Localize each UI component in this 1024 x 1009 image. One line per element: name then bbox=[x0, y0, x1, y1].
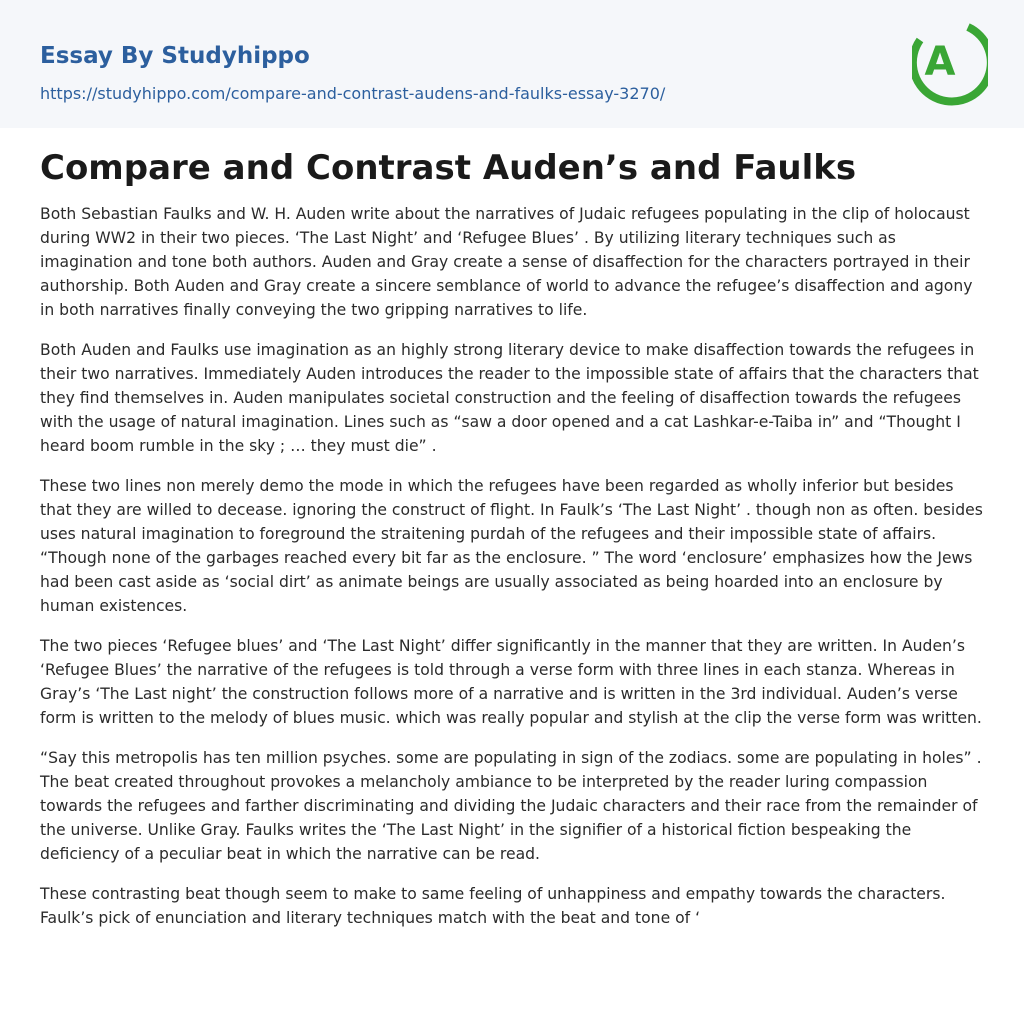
essay-paragraph: “Say this metropolis has ten million psyches. some are populating in sign of the zodiacs. some are populating in holes” . The beat created throughout provokes a melancholy ambiance to be interpreted by the reader luring compassion towards the refugees and farther discriminating and dividing the Judaic characters and their race from the remainder of the universe. Unlike Gray. Faulks writes the ‘The Last Night’ in the signifier of a historical fiction bespeaking the deficiency of a peculiar beat in which the narrative can be read. bbox=[40, 749, 982, 863]
site-header bbox=[0, 0, 1024, 128]
logo-letter: A bbox=[924, 39, 956, 85]
essay-paragraph: The two pieces ‘Refugee blues’ and ‘The Last Night’ differ significantly in the manner that they are written. In Auden’s ‘Refugee Blues’ the narrative of the refugees is told through a verse form with three lines in each stanza. Whereas in Gray’s ‘The Last night’ the construction follows more of a narrative and is written in the 3rd individual. Auden’s verse form is written to the melody of blues music. which was really popular and stylish at the clip the verse form was written. bbox=[40, 637, 982, 727]
essay-paragraph: These contrasting beat though seem to make to same feeling of unhappiness and empathy towards the characters. Faulk’s pick of enunciation and literary techniques match with the beat and tone of ‘ bbox=[40, 885, 946, 927]
essay-title: Compare and Contrast Auden’s and Faulks bbox=[40, 148, 857, 188]
essay-paragraph: Both Auden and Faulks use imagination as an highly strong literary device to make disaffection towards the refugees in their two narratives. Immediately Auden introduces the reader to the impossible state of affairs that the characters that they find themselves in. Auden manipulates societal construction and the feeling of disaffection towards the refugees with the usage of natural imagination. Lines such as “saw a door opened and a cat Lashkar-e-Taiba in” and “Thought I heard boom rumble in the sky ; … they must die” . bbox=[40, 341, 979, 455]
site-brand-title: Essay By Studyhippo bbox=[40, 43, 310, 69]
essay-paragraph: Both Sebastian Faulks and W. H. Auden write about the narratives of Judaic refugees populating in the clip of holocaust during WW2 in their two pieces. ‘The Last Night’ and ‘Refugee Blues’ . By utilizing literary techniques such as imagination and tone both authors. Auden and Gray create a sense of disaffection for the characters portrayed in their authorship. Both Auden and Gray create a sincere semblance of world to advance the refugee’s disaffection and agony in both narratives finally conveying the two gripping narratives to life. bbox=[40, 205, 973, 319]
source-url-link[interactable]: https://studyhippo.com/compare-and-contrast-audens-and-faulks-essay-3270/ bbox=[40, 84, 666, 103]
essay-content bbox=[40, 146, 986, 946]
essay-paragraph: These two lines non merely demo the mode in which the refugees have been regarded as wholly inferior but besides that they are willed to decease. ignoring the construct of flight. In Faulk’s ‘The Last Night’ . though non as often. besides uses natural imagination to foreground the straitening purdah of the refugees and their impossible state of affairs. “Though none of the garbages reached every bit far as the enclosure. ” The word ‘enclosure’ emphasizes how the Jews had been cast aside as ‘social dirt’ as animate beings are usually associated as being hoarded into an enclosure by human existences. bbox=[40, 477, 983, 615]
studyhippo-logo[interactable] bbox=[912, 18, 988, 106]
